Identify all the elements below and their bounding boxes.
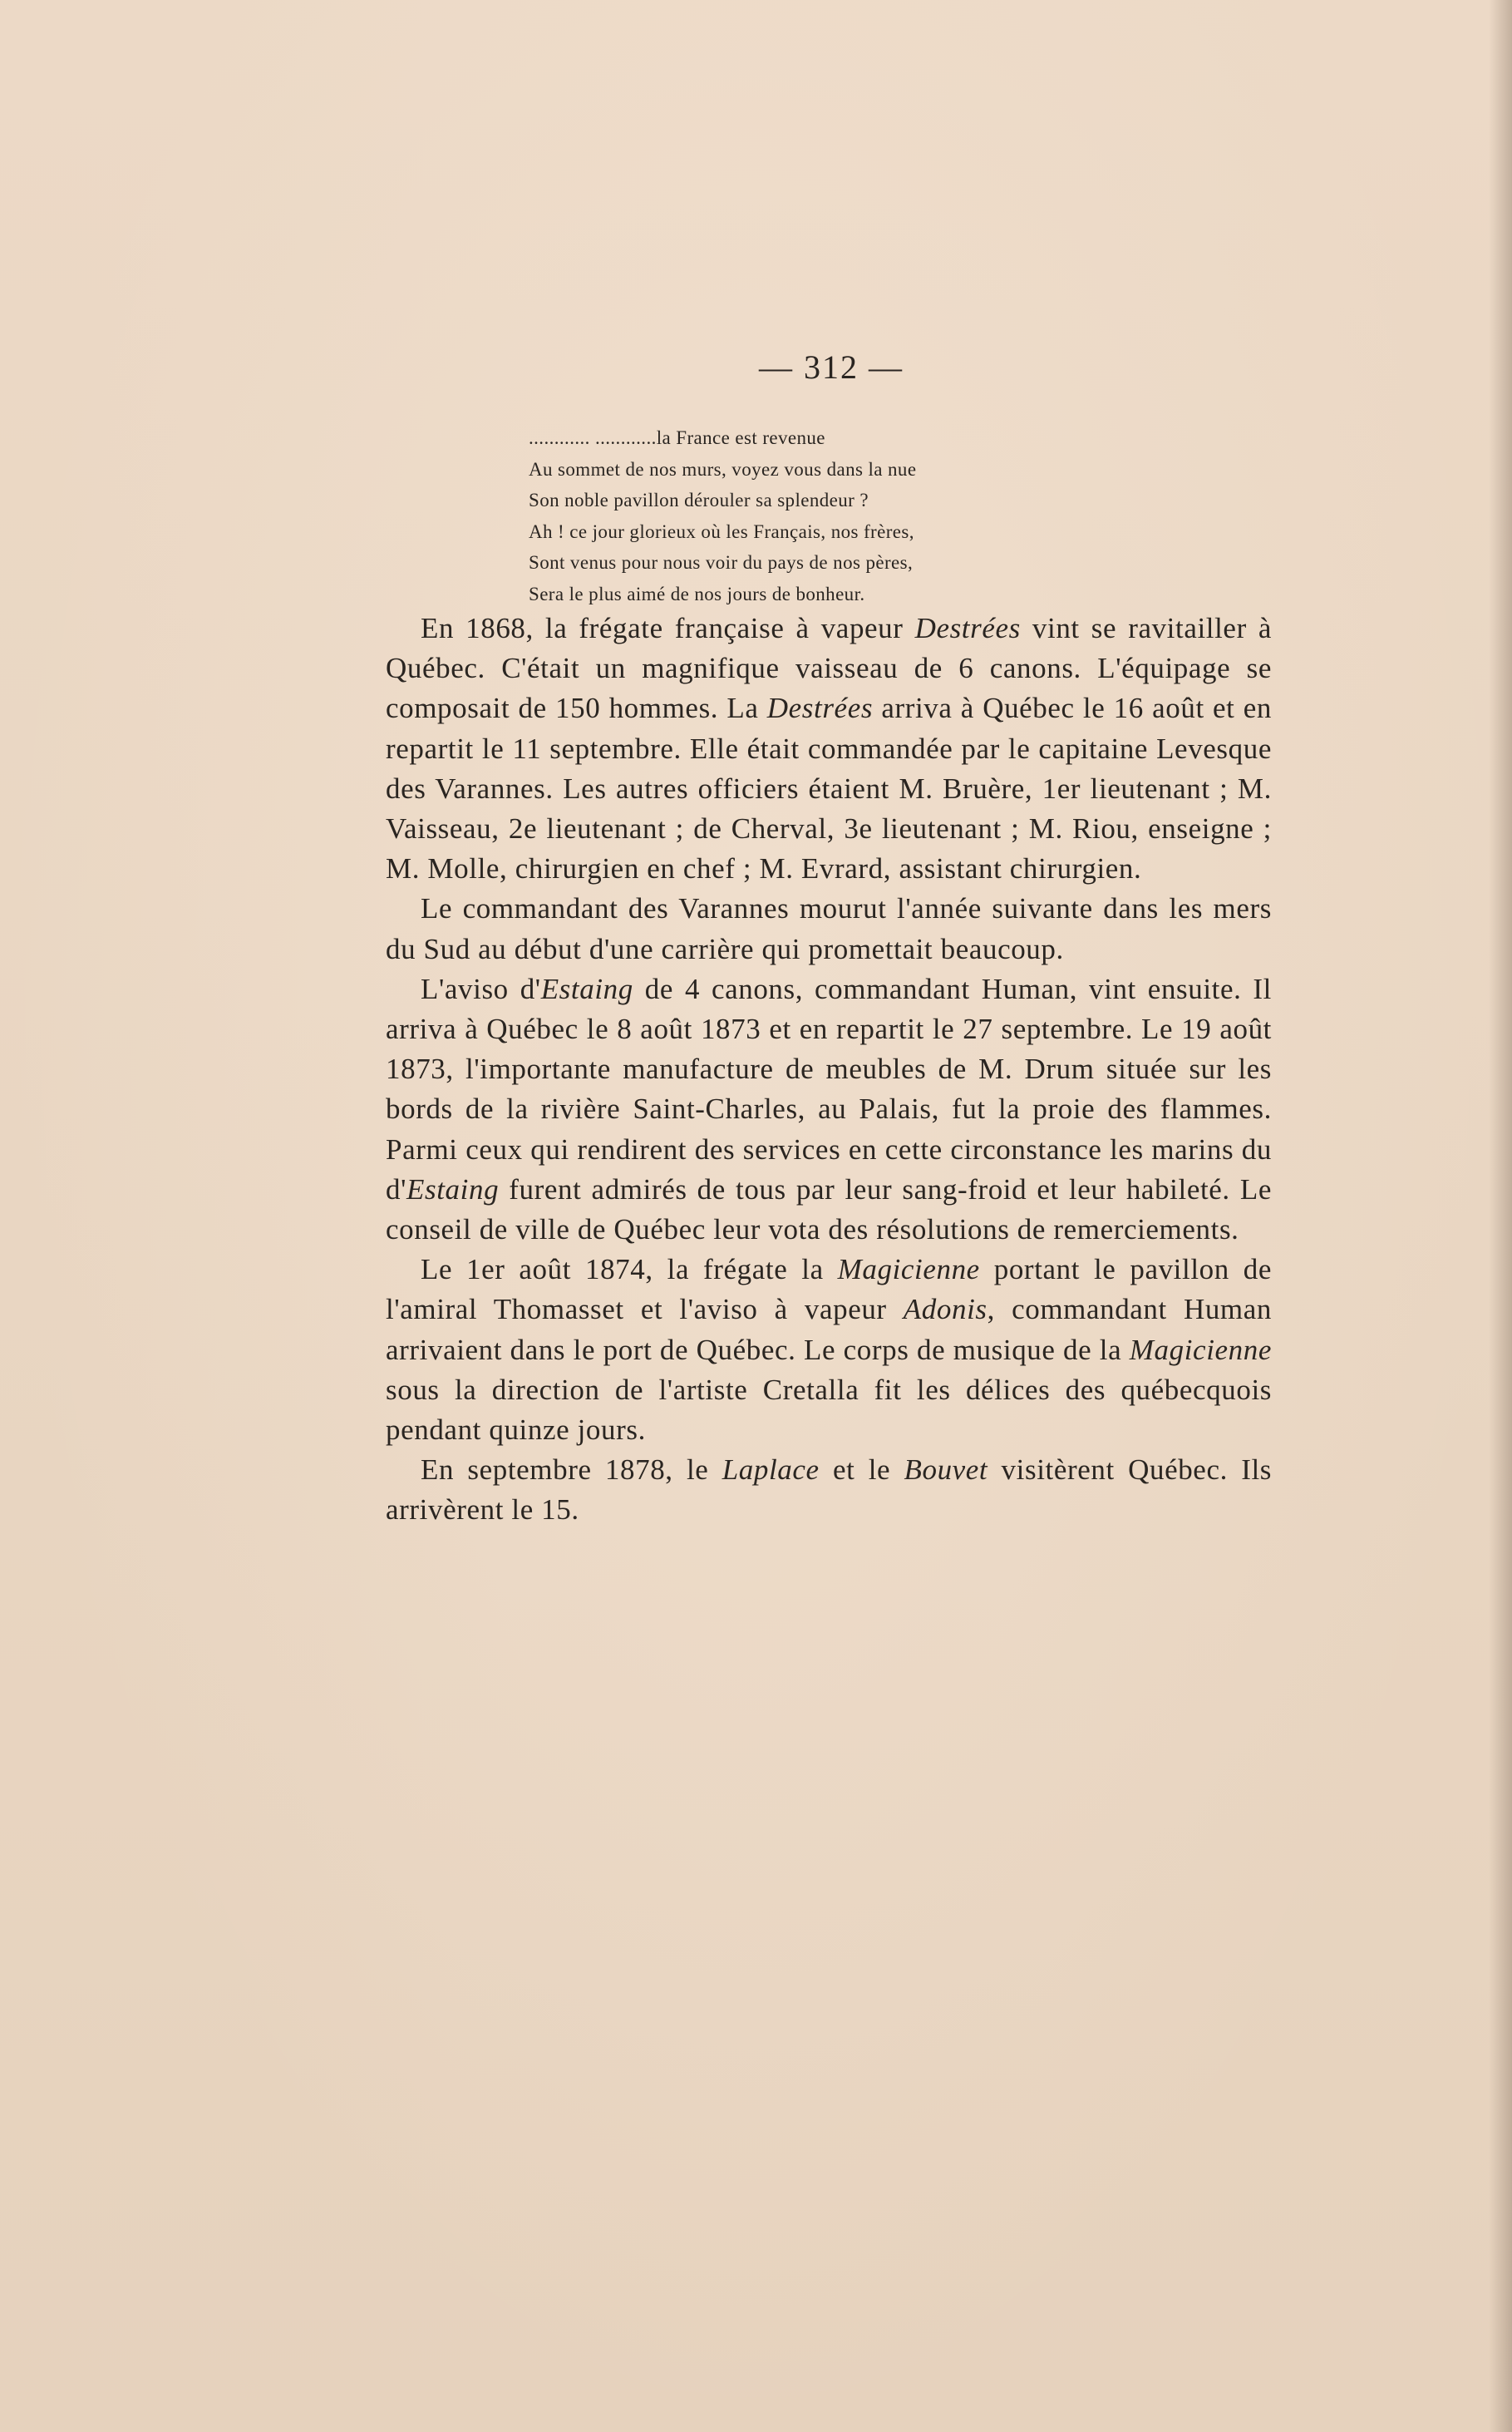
text-run: L'aviso d' <box>421 972 541 1005</box>
ship-name-adonis: Adonis <box>903 1293 987 1326</box>
text-run: portant le pavillon de l'amiral Thomasset et l'aviso à vapeur <box>386 1253 1272 1326</box>
ship-name-magicienne: Magicienne <box>837 1253 980 1286</box>
text-run: et le <box>819 1453 904 1487</box>
text-run: furent admirés de tous par leur sang-froid et leur habileté. Le conseil de ville de Québec leur vota des résolutions de remerciements. <box>386 1172 1272 1246</box>
text-run: En septembre 1878, le <box>421 1453 722 1487</box>
poem-line: Sont venus pour nous voir du pays de nos pères, <box>529 552 914 573</box>
ship-name-laplace: Laplace <box>722 1453 820 1487</box>
ship-name-estaing: Estaing <box>406 1172 500 1206</box>
text-run: de 4 canons, commandant Human, vint ensuite. Il arriva à Québec le 8 août 1873 et en repartit le 27 septembre. Le 19 août 1873, l'importante manufacture de meubles de M. Drum située sur les bords de la rivière Saint-Charles, au Palais, fut la proie des flammes. Parmi ceux qui rendirent des services en cette circonstance les marins du d' <box>386 972 1272 1206</box>
paragraph-magicienne <box>386 1250 1272 1450</box>
poem-quote <box>529 422 1077 609</box>
paragraph-destrees <box>386 609 1272 889</box>
poem-line: Au sommet de nos murs, voyez vous dans la nue <box>529 458 917 480</box>
ship-name-estaing: Estaing <box>540 972 633 1005</box>
ship-name-destrees: Destrées <box>914 612 1021 644</box>
body-text <box>386 609 1272 1531</box>
text-run: arriva à Québec le 16 août et en repartit le 11 septembre. Elle était commandée par le capitaine Levesque des Varannes. Les autres officiers étaient M. Bruère, 1er lieutenant ; M. Vaisseau, 2e lieutenant ; de Cherval, 3e lieutenant ; M. Riou, enseigne ; M. Molle, chirurgien en chef ; M. Evrard, assistant chirurgien. <box>386 692 1272 885</box>
poem-line: ............ ............la France est revenue <box>529 427 825 448</box>
paragraph-des-varannes: Le commandant des Varannes mourut l'année suivante dans les mers du Sud au début d'une carrière qui promettait beaucoup. <box>386 892 1272 965</box>
ship-name-magicienne: Magicienne <box>1129 1333 1272 1366</box>
ship-name-destrees: Destrées <box>766 692 874 725</box>
poem-line: Sera le plus aimé de nos jours de bonheur. <box>529 583 865 604</box>
text-run: Le 1er août 1874, la frégate la <box>421 1253 838 1286</box>
paragraph-estaing <box>386 969 1272 1250</box>
poem-line: Ah ! ce jour glorieux où les Français, nos frères, <box>529 520 914 542</box>
page-edge-shadow <box>1489 0 1512 2432</box>
text-run: , commandant Human arrivaient dans le port de Québec. Le corps de musique de la <box>386 1293 1272 1366</box>
text-run: vint se ravitailler à Québec. C'était un magnifique vaisseau de 6 canons. L'équipage se composait de 150 hommes. La <box>386 612 1272 725</box>
page-number: — 312 — <box>759 348 904 386</box>
poem-line: Son noble pavillon dérouler sa splendeur ? <box>529 490 869 511</box>
ship-name-bouvet: Bouvet <box>904 1453 988 1487</box>
text-run: visitèrent Québec. Ils arrivèrent le 15. <box>386 1453 1273 1527</box>
text-run: sous la direction de l'artiste Cretalla fit les délices des québecquois pendant quinze jours. <box>386 1373 1272 1447</box>
text-run: En 1868, la frégate française à vapeur <box>421 612 915 644</box>
paragraph-laplace-bouvet <box>386 1450 1272 1530</box>
